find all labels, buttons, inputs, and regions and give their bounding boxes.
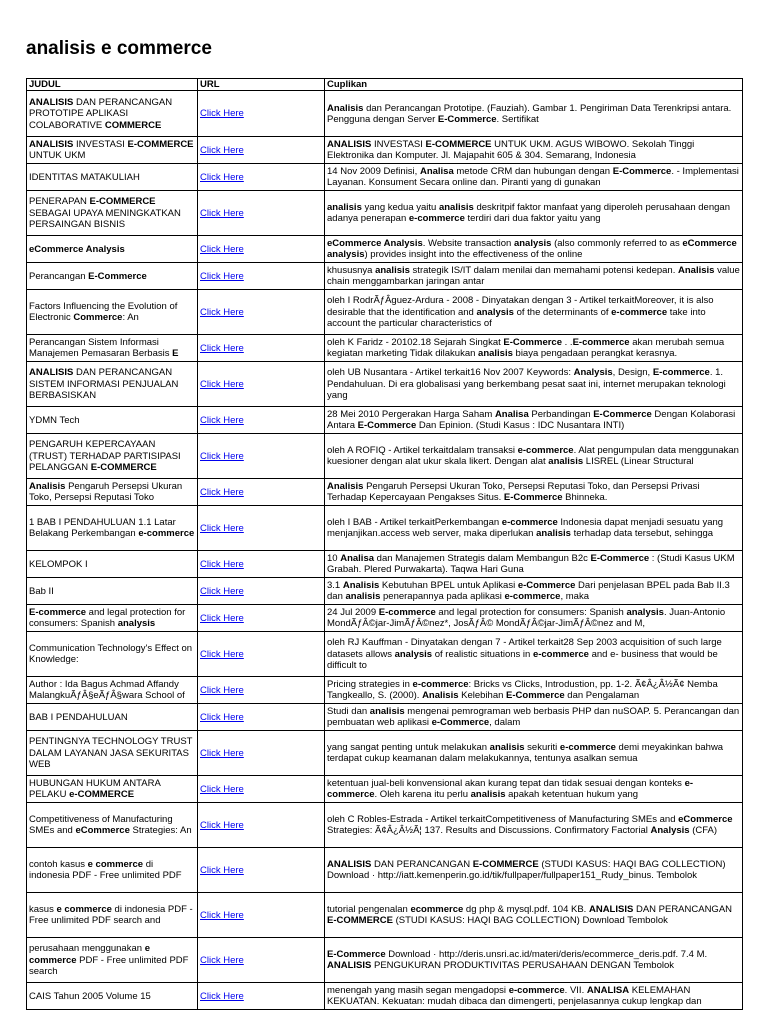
row-url xyxy=(198,191,325,236)
click-here-link[interactable]: Click Here xyxy=(200,486,244,498)
row-url xyxy=(198,632,325,677)
table-row xyxy=(27,91,743,137)
row-judul: Competitiveness of Manufacturing SMEs and eCommerce Strategies: An xyxy=(27,803,198,848)
row-url xyxy=(198,731,325,776)
row-judul: 1 BAB I PENDAHULUAN 1.1 Latar Belakang Perkembangan e-commerce xyxy=(27,506,198,551)
row-cuplikan: khususnya analisis strategik IS/IT dalam menilai dan memahami potensi kedepan. Analisis value chain menggambarkan jaringan antar xyxy=(325,263,743,290)
table-row xyxy=(27,803,743,848)
row-judul: contoh kasus e commerce di indonesia PDF - Free unlimited PDF xyxy=(27,848,198,893)
row-judul: PENERAPAN E-COMMERCE SEBAGAI UPAYA MENINGKATKAN PERSAINGAN BISNIS xyxy=(27,191,198,236)
click-here-link[interactable]: Click Here xyxy=(200,909,244,921)
table-row xyxy=(27,893,743,938)
row-cuplikan: Analisis dan Perancangan Prototipe. (Fauziah). Gambar 1. Pengiriman Data Terenkripsi antara. Pengguna dengan Server E-Commerce. Sertifikat xyxy=(325,91,743,137)
click-here-link[interactable]: Click Here xyxy=(200,612,244,624)
table-row xyxy=(27,236,743,263)
table-row xyxy=(27,776,743,803)
click-here-link[interactable]: Click Here xyxy=(200,684,244,696)
row-cuplikan: ANALISIS DAN PERANCANGAN E-COMMERCE (STUDI KASUS: HAQI BAG COLLECTION) Download · http://iatt.kemenperin.go.id/tik/fullpaper/fullpaper151_Rudy_binus. Tembolok xyxy=(325,848,743,893)
row-url xyxy=(198,91,325,137)
table-row xyxy=(27,983,743,1010)
table-row xyxy=(27,632,743,677)
table-row xyxy=(27,191,743,236)
row-judul: kasus e commerce di indonesia PDF - Free unlimited PDF search and xyxy=(27,893,198,938)
row-url xyxy=(198,776,325,803)
click-here-link[interactable]: Click Here xyxy=(200,270,244,282)
row-judul: Perancangan Sistem Informasi Manajemen Pemasaran Berbasis E xyxy=(27,335,198,362)
row-judul: Perancangan E-Commerce xyxy=(27,263,198,290)
row-url xyxy=(198,677,325,704)
row-judul: PENTINGNYA TECHNOLOGY TRUST DALAM LAYANAN JASA SEKURITAS WEB xyxy=(27,731,198,776)
click-here-link[interactable]: Click Here xyxy=(200,864,244,876)
table-row xyxy=(27,362,743,407)
row-url xyxy=(198,335,325,362)
table-row xyxy=(27,434,743,479)
row-judul: ANALISIS DAN PERANCANGAN PROTOTIPE APLIKASI COLABORATIVE COMMERCE xyxy=(27,91,198,137)
page-title: analisis e commerce xyxy=(26,38,212,59)
table-row xyxy=(27,137,743,164)
row-judul: Author : Ida Bagus Achmad Affandy MalangkuÃƒÂ§eÃƒÂ§wara School of xyxy=(27,677,198,704)
row-cuplikan: ANALISIS INVESTASI E-COMMERCE UNTUK UKM. AGUS WIBOWO. Sekolah Tinggi Elektronika dan Komputer. Jl. Majapahit 605 & 304. Semarang, Indonesia xyxy=(325,137,743,164)
row-url xyxy=(198,704,325,731)
table-row xyxy=(27,578,743,605)
row-url xyxy=(198,803,325,848)
table-row xyxy=(27,605,743,632)
row-url xyxy=(198,236,325,263)
row-cuplikan: oleh A ROFIQ - Artikel terkaitdalam transaksi e-commerce. Alat pengumpulan data menggunakan kuesioner dengan alat ukur skala likert. Dengan alat analisis LISREL (Linear Structural xyxy=(325,434,743,479)
row-cuplikan: oleh UB Nusantara - Artikel terkait16 Nov 2007 Keywords: Analysis, Design, E-commerce. 1. Pendahuluan. Di era globalisasi yang berkembang pesat saat ini, internet merupakan teknologi yang xyxy=(325,362,743,407)
header-cuplikan: Cuplikan xyxy=(325,79,743,91)
row-cuplikan: oleh I RodrÃƒÂguez-Ardura - 2008 - Dinyatakan dengan 3 - Artikel terkaitMoreover, it is also desirable that the identification and analysis of the determinants of e-commerce take into account the particular characteristics of xyxy=(325,290,743,335)
click-here-link[interactable]: Click Here xyxy=(200,747,244,759)
header-url: URL xyxy=(198,79,325,91)
click-here-link[interactable]: Click Here xyxy=(200,414,244,426)
row-url xyxy=(198,506,325,551)
row-url xyxy=(198,605,325,632)
click-here-link[interactable]: Click Here xyxy=(200,306,244,318)
row-cuplikan: tutorial pengenalan ecommerce dg php & mysql.pdf. 104 KB. ANALISIS DAN PERANCANGAN E-COMMERCE (STUDI KASUS: HAQI BAG COLLECTION) Download Tembolok xyxy=(325,893,743,938)
row-judul: ANALISIS INVESTASI E-COMMERCE UNTUK UKM xyxy=(27,137,198,164)
click-here-link[interactable]: Click Here xyxy=(200,207,244,219)
table-row xyxy=(27,263,743,290)
row-cuplikan: menengah yang masih segan mengadopsi e-commerce. VII. ANALISA KELEMAHAN KEKUATAN. Kekuatan: mudah dibaca dan dimengerti, penjelasannya cukup lengkap dan xyxy=(325,983,743,1010)
row-cuplikan: yang sangat penting untuk melakukan analisis sekuriti e-commerce demi meyakinkan bahwa terdapat cukup keamanan dalam melakukannya, tentunya asalkan semua xyxy=(325,731,743,776)
click-here-link[interactable]: Click Here xyxy=(200,171,244,183)
row-judul: eCommerce Analysis xyxy=(27,236,198,263)
row-url xyxy=(198,551,325,578)
row-url xyxy=(198,263,325,290)
row-url xyxy=(198,938,325,983)
row-judul: PENGARUH KEPERCAYAAN (TRUST) TERHADAP PARTISIPASI PELANGGAN E-COMMERCE xyxy=(27,434,198,479)
row-url xyxy=(198,290,325,335)
row-cuplikan: Analisis Pengaruh Persepsi Ukuran Toko, Persepsi Reputasi Toko, dan Persepsi Privasi Terhadap Kepercayaan Pengakses Situs. E-Commerce Bhinneka. xyxy=(325,479,743,506)
table-row xyxy=(27,551,743,578)
row-judul: E-commerce and legal protection for consumers: Spanish analysis xyxy=(27,605,198,632)
row-cuplikan: oleh C Robles-Estrada - Artikel terkaitCompetitiveness of Manufacturing SMEs and eCommerce Strategies: Ã¢Â¿Â½Ã¦ 137. Results and Discussions. Confirmatory Factorial Analysis (CFA) xyxy=(325,803,743,848)
click-here-link[interactable]: Click Here xyxy=(200,342,244,354)
table-header-row xyxy=(27,79,743,91)
table-row xyxy=(27,731,743,776)
row-judul: Analisis Pengaruh Persepsi Ukuran Toko, Persepsi Reputasi Toko xyxy=(27,479,198,506)
row-cuplikan: oleh I BAB - Artikel terkaitPerkembangan e-commerce Indonesia dapat menjadi sesuatu yang menjanjikan.access web server, maka diperlukan analisis terhadap data tersebut, sehingga xyxy=(325,506,743,551)
table-row xyxy=(27,848,743,893)
row-cuplikan: ketentuan jual-beli konvensional akan kurang tepat dan tidak sesuai dengan konteks e-commerce. Oleh karena itu perlu analisis apakah ketentuan hukum yang xyxy=(325,776,743,803)
table-row xyxy=(27,164,743,191)
row-cuplikan: 24 Jul 2009 E-commerce and legal protection for consumers: Spanish analysis. Juan-Antonio MondÃƒÂ©jar-JimÃƒÂ©nez*, JosÃƒÂ© MondÃƒÂ©jar-JimÃƒÂ©nez and M, xyxy=(325,605,743,632)
header-judul: JUDUL xyxy=(27,79,198,91)
row-url xyxy=(198,362,325,407)
row-url xyxy=(198,137,325,164)
row-cuplikan: analisis yang kedua yaitu analisis deskritpif faktor manfaat yang diperoleh perusahaan dengan adanya penerapan e-commerce terdiri dari dua faktor yaitu yang xyxy=(325,191,743,236)
click-here-link[interactable]: Click Here xyxy=(200,783,244,795)
row-cuplikan: E-Commerce Download · http://deris.unsri.ac.id/materi/deris/ecommerce_deris.pdf. 7.4 M. ANALISIS PENGUKURAN PRODUKTIVITAS PERUSAHAAN DENGAN Tembolok xyxy=(325,938,743,983)
row-cuplikan: Pricing strategies in e-commerce: Bricks vs Clicks, Introdustion, pp. 1-2. Ã¢Â¿Â½Ã¢ Nemba Tangkeallo, S. (2000). Analisis Kelebihan E-Commerce dan Pengalaman xyxy=(325,677,743,704)
row-judul: Communication Technology's Effect on Knowledge: xyxy=(27,632,198,677)
row-judul: HUBUNGAN HUKUM ANTARA PELAKU e-COMMERCE xyxy=(27,776,198,803)
click-here-link[interactable]: Click Here xyxy=(200,954,244,966)
row-judul: Bab II xyxy=(27,578,198,605)
row-url xyxy=(198,893,325,938)
click-here-link[interactable]: Click Here xyxy=(200,711,244,723)
row-cuplikan: 28 Mei 2010 Pergerakan Harga Saham Analisa Perbandingan E-Commerce Dengan Kolaborasi Antara E-Commerce Dan Epinion. (Studi Kasus : IDC Nusantara INTI) xyxy=(325,407,743,434)
row-cuplikan: eCommerce Analysis. Website transaction analysis (also commonly referred to as eCommerce analysis) provides insight into the effectiveness of the online xyxy=(325,236,743,263)
table-row xyxy=(27,479,743,506)
row-judul: YDMN Tech xyxy=(27,407,198,434)
row-judul: CAIS Tahun 2005 Volume 15 xyxy=(27,983,198,1010)
row-cuplikan: 10 Analisa dan Manajemen Strategis dalam Membangun B2c E-Commerce : (Studi Kasus UKM Grabah. Plered Purwakarta). Taqwa Hari Guna xyxy=(325,551,743,578)
table-row xyxy=(27,407,743,434)
row-url xyxy=(198,407,325,434)
row-judul: ANALISIS DAN PERANCANGAN SISTEM INFORMASI PENJUALAN BERBASISKAN xyxy=(27,362,198,407)
row-url xyxy=(198,578,325,605)
click-here-link[interactable]: Click Here xyxy=(200,819,244,831)
row-judul: KELOMPOK I xyxy=(27,551,198,578)
row-cuplikan: 14 Nov 2009 Definisi, Analisa metode CRM dan hubungan dengan E-Commerce. - Implementasi Layanan. Konsument Secara online dan. Piranti yang di gunakan xyxy=(325,164,743,191)
row-judul: BAB I PENDAHULUAN xyxy=(27,704,198,731)
click-here-link[interactable]: Click Here xyxy=(200,108,244,120)
click-here-link[interactable]: Click Here xyxy=(200,990,244,1002)
click-here-link[interactable]: Click Here xyxy=(200,450,244,462)
row-cuplikan: 3.1 Analisis Kebutuhan BPEL untuk Aplikasi e-Commerce Dari penjelasan BPEL pada Bab II.3 dan analisis penerapannya pada aplikasi e-commerce, maka xyxy=(325,578,743,605)
row-url xyxy=(198,434,325,479)
click-here-link[interactable]: Click Here xyxy=(200,378,244,390)
click-here-link[interactable]: Click Here xyxy=(200,648,244,660)
row-cuplikan: oleh K Faridz - 20102.18 Sejarah Singkat E-Commerce . .E-commerce akan merubah semua kegiatan marketing Tidak dilakukan analisis biaya pengadaan perangkat kerasnya. xyxy=(325,335,743,362)
click-here-link[interactable]: Click Here xyxy=(200,243,244,255)
row-url xyxy=(198,983,325,1010)
row-url xyxy=(198,164,325,191)
table-row xyxy=(27,677,743,704)
table-row xyxy=(27,704,743,731)
table-row xyxy=(27,335,743,362)
click-here-link[interactable]: Click Here xyxy=(200,144,244,156)
table-row xyxy=(27,290,743,335)
table-row xyxy=(27,938,743,983)
row-url xyxy=(198,848,325,893)
row-url xyxy=(198,479,325,506)
click-here-link[interactable]: Click Here xyxy=(200,522,244,534)
row-judul: Factors Influencing the Evolution of Electronic Commerce: An xyxy=(27,290,198,335)
row-cuplikan: oleh RJ Kauffman - Dinyatakan dengan 7 - Artikel terkait28 Sep 2003 acquisition of such large datasets allows analysis of realistic situations in e-commerce and e- business that would be difficult to xyxy=(325,632,743,677)
results-table xyxy=(26,78,743,1010)
row-judul: perusahaan menggunakan e commerce PDF - Free unlimited PDF search xyxy=(27,938,198,983)
table-row xyxy=(27,506,743,551)
click-here-link[interactable]: Click Here xyxy=(200,585,244,597)
row-judul: IDENTITAS MATAKULIAH xyxy=(27,164,198,191)
click-here-link[interactable]: Click Here xyxy=(200,558,244,570)
row-cuplikan: Studi dan analisis mengenai pemrograman web berbasis PHP dan nuSOAP. 5. Perancangan dan pembuatan web aplikasi e-Commerce, dalam xyxy=(325,704,743,731)
